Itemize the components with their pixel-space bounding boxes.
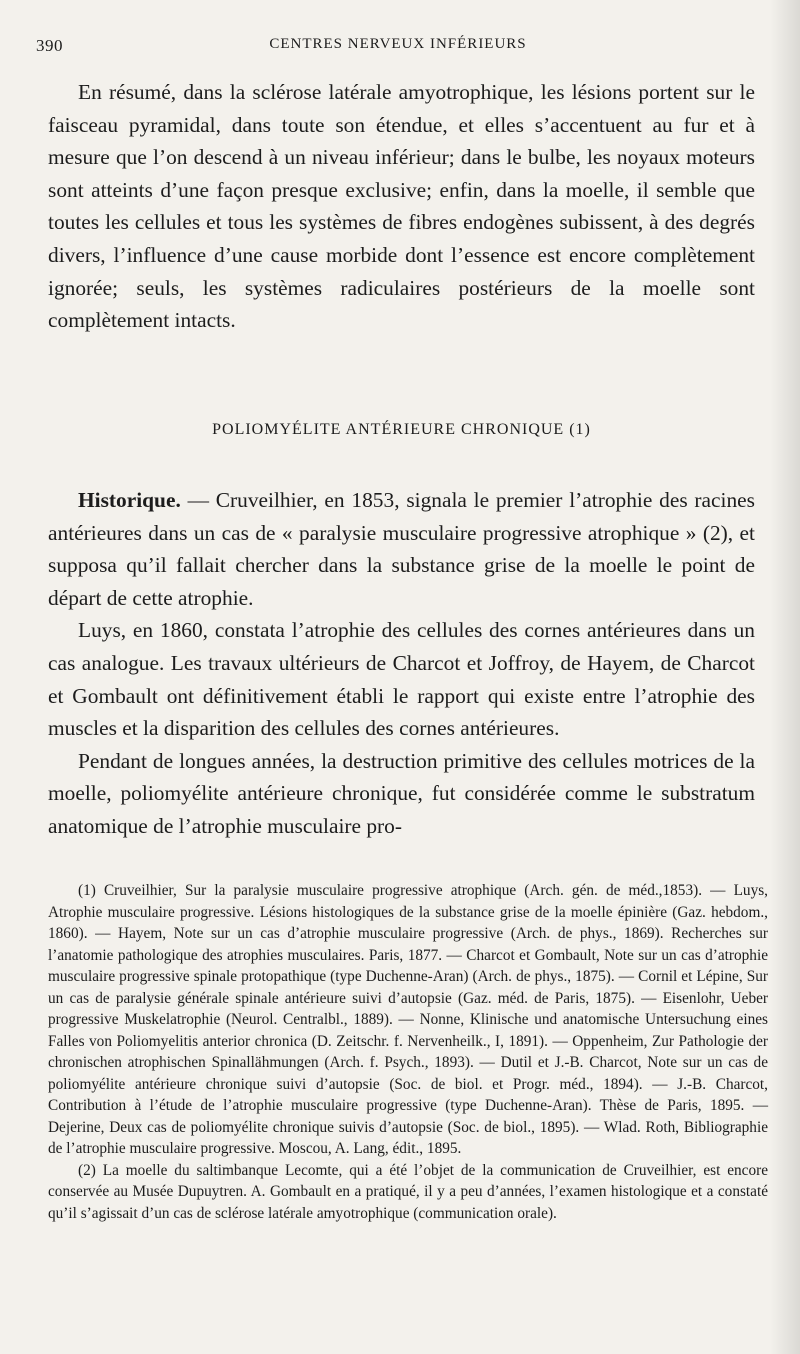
historique-paragraph xyxy=(48,484,755,614)
historique-text: — Cruveilhier, en 1853, signala le premier l’atrophie des racines antérieures dans un cas de « paralysie musculaire progressive atrophique » (2), et supposa qu’il fallait chercher dans la substance grise de la moelle le point de départ de cette atrophie. xyxy=(48,488,755,610)
luys-paragraph: Luys, en 1860, constata l’atrophie des cellules des cornes antérieures dans un cas analogue. Les travaux ultérieurs de Charcot et Joffroy, de Hayem, de Charcot et Gombault ont définitivement établi le rapport qui existe entre l’atrophie des muscles et la disparition des cellules des cornes antérieures. xyxy=(48,618,755,741)
running-title: CENTRES NERVEUX INFÉRIEURS xyxy=(269,36,527,52)
page-number: 390 xyxy=(36,36,63,55)
summary-block xyxy=(48,76,755,337)
historique-block xyxy=(48,484,755,843)
footnote-2: (2) La moelle du saltimbanque Lecomte, qui a été l’objet de la communication de Cruveilhier, est encore conservée au Musée Dupuytren. A. Gombault en a pratiqué, il y a peu d’années, l’examen histologique et a constaté qu’il s’agissait d’un cas de sclérose latérale amyotrophique (communication orale). xyxy=(48,1161,768,1222)
historique-lead: Historique. xyxy=(78,488,181,512)
footnote-1: (1) Cruveilhier, Sur la paralysie musculaire progressive atrophique (Arch. gén. de méd.,1853). — Luys, Atrophie musculaire progressive. Lésions histologiques de la substance grise de la moelle épinière (Gaz. hebdom., 1860). — Hayem, Note sur un cas d’atrophie musculaire progressive (Arch. de phys., 1869). Recherches sur l’anatomie pathologique des atrophies musculaires. Paris, 1877. — Charcot et Gombault, Note sur un cas d’atrophie musculaire progressive spinale protopathique (type Duchenne-Aran) (Arch. de phys., 1875). — Cornil et Lépine, Sur un cas de paralysie générale spinale antérieure suivi d’autopsie (Gaz. méd. de Paris, 1875). — Eisenlohr, Ueber progressive Muskelatrophie (Neurol. Centralbl., 1889). — Nonne, Klinische und anatomische Untersuchung eines Falles von Poliomyelitis anterior chronica (D. Zeitschr. f. Nervenheilk., I, 1891). — Oppenheim, Zur Pathologie der chronischen atrophischen Spinallähmungen (Arch. f. Psych., 1893). — Dutil et J.-B. Charcot, Note sur un cas de poliomyélite antérieure chronique suivi d’autopsie (Soc. de biol. et Progr. méd., 1894). — J.-B. Charcot, Contribution à l’étude de l’atrophie musculaire progressive (type Duchenne-Aran). Thèse de Paris, 1895. — Dejerine, Deux cas de poliomyélite chronique suivis d’autopsie (Soc. de biol., 1895). — Wlad. Roth, Bibliographie de l’atrophie musculaire progressive. Moscou, A. Lang, édit., 1895. xyxy=(48,882,768,1157)
pendant-paragraph: Pendant de longues années, la destruction primitive des cellules motrices de la moelle, poliomyélite antérieure chronique, fut considérée comme le substratum anatomique de l’atrophie musculaire pro- xyxy=(48,748,755,838)
summary-paragraph: En résumé, dans la sclérose latérale amyotrophique, les lésions portent sur le faisceau pyramidal, dans toute son étendue, et elles s’accentuent au fur et à mesure que l’on descend à un niveau inférieur; dans le bulbe, les noyaux moteurs sont atteints d’une façon presque exclusive; enfin, dans la moelle, il semble que toutes les cellules et tous les systèmes de fibres endogènes subissent, à des degrés divers, l’influence d’une cause morbide dont l’essence est encore complètement ignorée; seuls, les systèmes radiculaires postérieurs de la moelle sont complètement intacts. xyxy=(48,80,755,333)
page-edge-shadow xyxy=(770,0,800,1354)
section-title: POLIOMYÉLITE ANTÉRIEURE CHRONIQUE (1) xyxy=(212,421,591,438)
page-header xyxy=(36,36,760,58)
footnotes xyxy=(48,880,768,1224)
